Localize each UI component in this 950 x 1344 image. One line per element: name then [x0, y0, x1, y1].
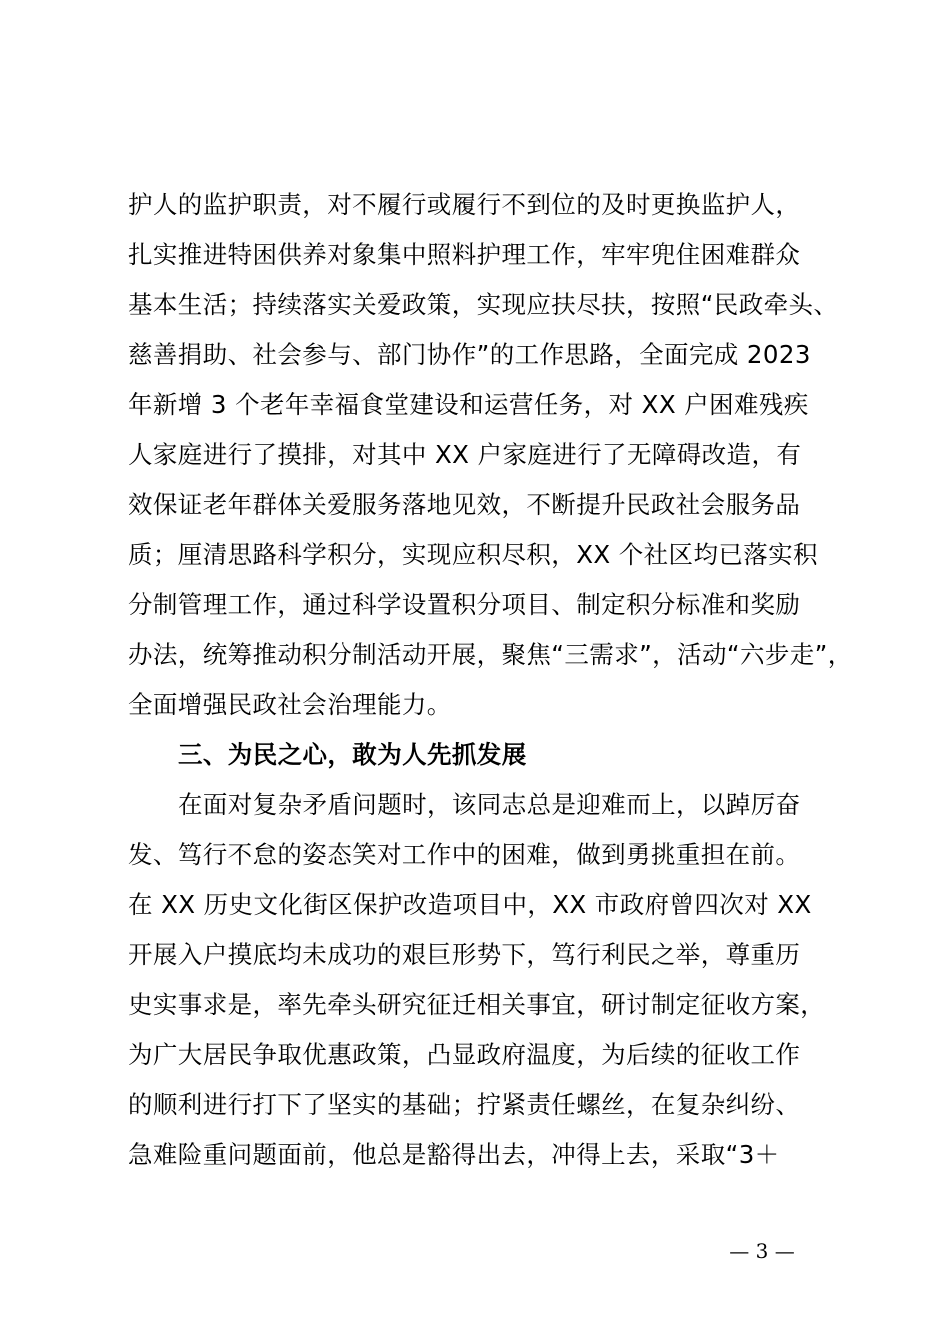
section-heading: 三、为民之心，敢为人先抓发展: [178, 740, 527, 769]
body-text-line: 人家庭进行了摸排，对其中 XX 户家庭进行了无障碍改造，有: [128, 440, 802, 469]
body-text-line: 扎实推进特困供养对象集中照料护理工作，牢牢兜住困难群众: [128, 240, 801, 269]
body-text-line: 年新增 3 个老年幸福食堂建设和运营任务，对 XX 户困难残疾: [128, 390, 809, 419]
body-text-line: 质；厘清思路科学积分，实现应积尽积，XX 个社区均已落实积: [128, 540, 818, 569]
body-text-line: 分制管理工作，通过科学设置积分项目、制定积分标准和奖励: [128, 590, 801, 619]
body-text-line: 慈善捐助、社会参与、部门协作”的工作思路，全面完成 2023: [128, 340, 811, 369]
body-text-line: 效保证老年群体关爱服务落地见效，不断提升民政社会服务品: [128, 490, 801, 519]
body-text-line: 开展入户摸底均未成功的艰巨形势下，笃行利民之举，尊重历: [128, 940, 801, 969]
body-text-line: 办法，统筹推动积分制活动开展，聚焦“三需求”，活动“六步走”，: [128, 640, 853, 669]
body-text-line: 史实事求是，率先牵头研究征迁相关事宜，研讨制定征收方案，: [128, 990, 826, 1019]
page-number: — 3 —: [729, 1239, 795, 1263]
body-text-line: 全面增强民政社会治理能力。: [128, 690, 452, 719]
body-text-line: 基本生活；持续落实关爱政策，实现应扶尽扶，按照“民政牵头、: [128, 290, 839, 319]
body-text-line: 急难险重问题面前，他总是豁得出去，冲得上去，采取“3＋: [128, 1140, 780, 1169]
body-text-line: 为广大居民争取优惠政策，凸显政府温度，为后续的征收工作: [128, 1040, 801, 1069]
body-text-line: 的顺利进行打下了坚实的基础；拧紧责任螺丝，在复杂纠纷、: [128, 1090, 801, 1119]
body-text-line: 护人的监护职责，对不履行或履行不到位的及时更换监护人，: [128, 190, 801, 219]
body-text-line: 在 XX 历史文化街区保护改造项目中，XX 市政府曾四次对 XX: [128, 890, 812, 919]
body-text-line: 在面对复杂矛盾问题时，该同志总是迎难而上，以踔厉奋: [178, 790, 801, 819]
body-text-line: 发、笃行不怠的姿态笑对工作中的困难，做到勇挑重担在前。: [128, 840, 801, 869]
